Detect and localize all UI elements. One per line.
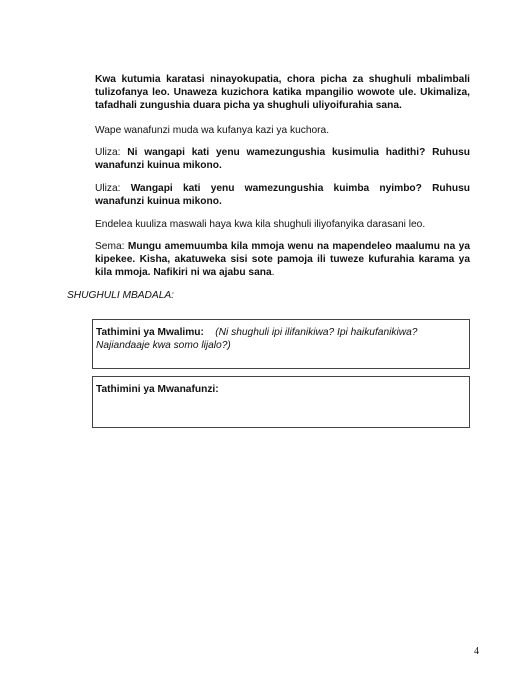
student-evaluation-content	[96, 383, 465, 396]
question-text: Wangapi kati yenu wamezungushia kuimba nyimbo? Ruhusu wanafunzi kuinua mikono.	[95, 183, 470, 207]
work-time-note	[95, 124, 470, 137]
teacher-evaluation-label: Tathimini ya Mwalimu:	[96, 327, 204, 338]
question-label: Uliza:	[95, 147, 121, 158]
question-story	[95, 146, 470, 172]
work-time-text: Wape wanafunzi muda wa kufanya kazi ya kuchora.	[95, 125, 330, 136]
question-text: Ni wangapi kati yenu wamezungushia kusimulia hadithi? Ruhusu wanafunzi kuinua mikono.	[95, 147, 470, 171]
continue-text: Endelea kuuliza maswali haya kwa kila shughuli iliyofanyika darasani leo.	[95, 219, 426, 230]
question-songs	[95, 182, 470, 208]
page-number: 4	[474, 646, 479, 657]
student-evaluation-box	[92, 376, 470, 428]
drawing-instructions-text: Kwa kutumia karatasi ninayokupatia, chora picha za shughuli mbalimbali tulizofanya leo. Unaweza kuzichora katika mpangilio wowote ule. Ukimaliza, tafadhali zungushia duara picha ya shughuli uliyoifurahia sana.	[95, 74, 470, 111]
say-end: .	[271, 267, 275, 278]
teacher-evaluation-prompt: (Ni shughuli ipi ilifanikiwa? Ipi haikufanikiwa? Najiandaaje kwa somo lijalo?)	[96, 327, 418, 351]
teacher-evaluation-box	[92, 319, 470, 369]
say-statement	[95, 240, 470, 279]
say-text: Mungu amemuumba kila mmoja wenu na mapendeleo maalumu na ya kipekee. Kisha, akatuweka sisi sote pamoja ili tuweze kufurahia karama ya kila mmoja. Nafikiri ni wa ajabu sana	[95, 241, 470, 278]
student-evaluation-label: Tathimini ya Mwanafunzi:	[96, 384, 219, 395]
question-label: Uliza:	[95, 183, 121, 194]
say-label: Sema:	[95, 241, 125, 252]
continue-note	[95, 218, 470, 231]
teacher-evaluation-content	[96, 326, 465, 352]
drawing-instructions	[95, 73, 470, 112]
alternative-activity-heading: SHUGHULI MBADALA:	[67, 290, 174, 301]
